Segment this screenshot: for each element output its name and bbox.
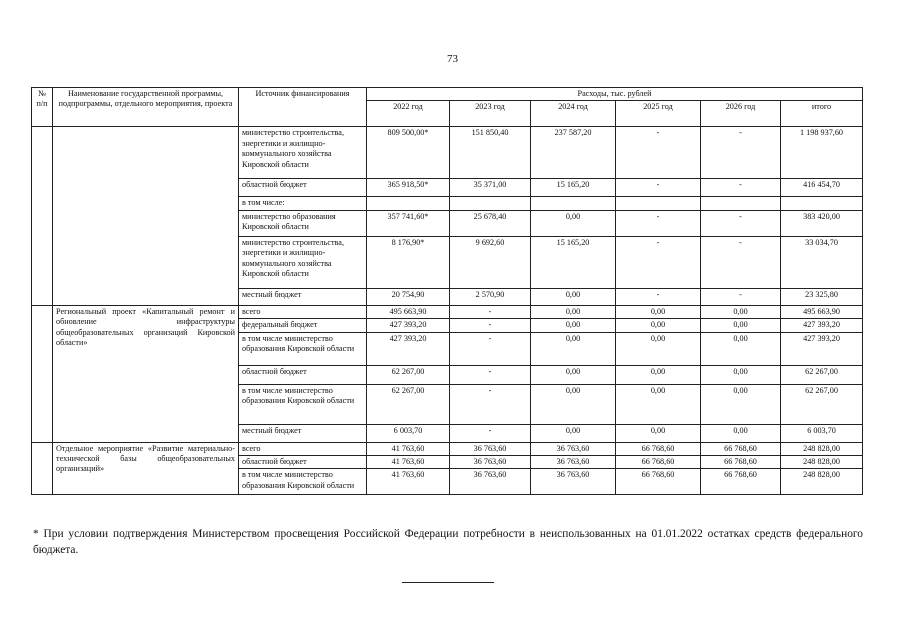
expense-value: 62 267,00	[367, 365, 450, 384]
header-source: Источник финансирования	[239, 88, 367, 127]
expense-value: 62 267,00	[781, 384, 863, 424]
table-body	[32, 127, 863, 495]
expense-value	[701, 197, 781, 210]
expense-value: 41 763,60	[367, 469, 450, 495]
funding-source: министерство строительства, энергетики и жилищно-коммунального хозяйства Кировской области	[239, 236, 367, 288]
footnote: * При условии подтверждения Министерством просвещения Российской Федерации потребности в неиспользованных на 01.01.2022 остатках средств федерального бюджета.	[33, 528, 863, 556]
row-number	[32, 305, 53, 442]
program-name: Отдельное мероприятие «Развитие материально-технической базы общеобразовательных организаций»	[53, 442, 239, 495]
expense-value	[531, 197, 616, 210]
expense-value: 15 165,20	[531, 236, 616, 288]
table-row	[32, 442, 863, 455]
header-year: 2023 год	[450, 101, 531, 127]
expense-value: 36 763,60	[531, 456, 616, 469]
expense-value: 6 003,70	[367, 424, 450, 442]
expense-value: 151 850,40	[450, 127, 531, 179]
expense-value: 36 763,60	[531, 469, 616, 495]
expense-value: -	[450, 319, 531, 332]
financing-table	[31, 87, 863, 495]
expense-value: -	[450, 365, 531, 384]
expense-value: 427 393,20	[781, 332, 863, 365]
expense-value	[450, 197, 531, 210]
program-name	[53, 127, 239, 305]
expense-value: 66 768,60	[701, 456, 781, 469]
expense-value	[367, 197, 450, 210]
program-name: Региональный проект «Капитальный ремонт и обновление инфраструктуры общеобразовательных организаций Кировской области»	[53, 305, 239, 442]
expense-value: 33 034,70	[781, 236, 863, 288]
header-year: 2026 год	[701, 101, 781, 127]
expense-value: 0,00	[531, 305, 616, 318]
expense-value: 8 176,90*	[367, 236, 450, 288]
expense-value: 0,00	[701, 332, 781, 365]
expense-value: 66 768,60	[701, 469, 781, 495]
header-year: 2025 год	[616, 101, 701, 127]
page-number: 73	[447, 53, 458, 65]
expense-value	[616, 197, 701, 210]
expense-value: 66 768,60	[616, 469, 701, 495]
expense-value: 0,00	[701, 319, 781, 332]
expense-value: 0,00	[616, 319, 701, 332]
header-num: № п/п	[32, 88, 53, 127]
expense-value: 36 763,60	[531, 442, 616, 455]
expense-value: 248 828,00	[781, 469, 863, 495]
expense-value: 0,00	[616, 365, 701, 384]
expense-value: 416 454,70	[781, 179, 863, 197]
expense-value	[781, 197, 863, 210]
expense-value: -	[701, 127, 781, 179]
funding-source: в том числе министерство образования Кировской области	[239, 469, 367, 495]
table-row	[32, 127, 863, 179]
expense-value: 1 198 937,60	[781, 127, 863, 179]
expense-value: 809 500,00*	[367, 127, 450, 179]
expense-value: 62 267,00	[781, 365, 863, 384]
expense-value: 365 918,50*	[367, 179, 450, 197]
header-expenses: Расходы, тыс. рублей	[367, 88, 863, 101]
funding-source: всего	[239, 442, 367, 455]
expense-value: 41 763,60	[367, 442, 450, 455]
expense-value: 15 165,20	[531, 179, 616, 197]
expense-value: -	[450, 305, 531, 318]
expense-value: 0,00	[616, 384, 701, 424]
expense-value: -	[616, 179, 701, 197]
expense-value: 35 371,00	[450, 179, 531, 197]
expense-value: -	[450, 332, 531, 365]
funding-source: министерство строительства, энергетики и жилищно-коммунального хозяйства Кировской области	[239, 127, 367, 179]
expense-value: 66 768,60	[701, 442, 781, 455]
expense-value: 0,00	[531, 288, 616, 305]
expense-value: 383 420,00	[781, 210, 863, 236]
expense-value: -	[616, 210, 701, 236]
expense-value: 248 828,00	[781, 456, 863, 469]
funding-source: в том числе министерство образования Кировской области	[239, 384, 367, 424]
expense-value: 248 828,00	[781, 442, 863, 455]
expense-value: -	[616, 236, 701, 288]
header-name: Наименование государственной программы, подпрограммы, отдельного мероприятия, проекта	[53, 88, 239, 127]
expense-value: 0,00	[531, 384, 616, 424]
expense-value: 427 393,20	[367, 319, 450, 332]
funding-source: в том числе министерство образования Кировской области	[239, 332, 367, 365]
expense-value: 66 768,60	[616, 442, 701, 455]
expense-value: 427 393,20	[781, 319, 863, 332]
funding-source: местный бюджет	[239, 424, 367, 442]
funding-source: федеральный бюджет	[239, 319, 367, 332]
funding-source: областной бюджет	[239, 365, 367, 384]
expense-value: 495 663,90	[367, 305, 450, 318]
expense-value: 9 692,60	[450, 236, 531, 288]
expense-value: 36 763,60	[450, 456, 531, 469]
expense-value: -	[701, 179, 781, 197]
expense-value: 0,00	[616, 332, 701, 365]
row-number	[32, 127, 53, 305]
expense-value: -	[616, 127, 701, 179]
header-year: 2024 год	[531, 101, 616, 127]
expense-value: 36 763,60	[450, 469, 531, 495]
expense-value: 357 741,60*	[367, 210, 450, 236]
expense-value: 0,00	[701, 365, 781, 384]
expense-value: 237 587,20	[531, 127, 616, 179]
table-header	[32, 88, 863, 127]
footnote-rule	[402, 582, 494, 583]
expense-value: 0,00	[701, 424, 781, 442]
expense-value: -	[701, 236, 781, 288]
expense-value: 495 663,90	[781, 305, 863, 318]
expense-value: -	[616, 288, 701, 305]
header-year: итого	[781, 101, 863, 127]
expense-value: 0,00	[531, 210, 616, 236]
row-number	[32, 442, 53, 495]
expense-value: -	[701, 210, 781, 236]
funding-source: местный бюджет	[239, 288, 367, 305]
expense-value: 2 570,90	[450, 288, 531, 305]
funding-source: в том числе:	[239, 197, 367, 210]
expense-value: -	[450, 384, 531, 424]
expense-value: 25 678,40	[450, 210, 531, 236]
table-row	[32, 305, 863, 318]
expense-value: 0,00	[531, 319, 616, 332]
expense-value: 427 393,20	[367, 332, 450, 365]
expense-value: 0,00	[531, 365, 616, 384]
funding-source: всего	[239, 305, 367, 318]
funding-source: областной бюджет	[239, 456, 367, 469]
funding-source: министерство образования Кировской области	[239, 210, 367, 236]
expense-value: 36 763,60	[450, 442, 531, 455]
expense-value: 62 267,00	[367, 384, 450, 424]
expense-value: 0,00	[531, 424, 616, 442]
expense-value: 6 003,70	[781, 424, 863, 442]
expense-value: 0,00	[616, 305, 701, 318]
expense-value: 41 763,60	[367, 456, 450, 469]
expense-value: -	[701, 288, 781, 305]
funding-source: областной бюджет	[239, 179, 367, 197]
header-year: 2022 год	[367, 101, 450, 127]
expense-value: 66 768,60	[616, 456, 701, 469]
expense-value: 0,00	[701, 384, 781, 424]
expense-value: 0,00	[701, 305, 781, 318]
expense-value: -	[450, 424, 531, 442]
expense-value: 0,00	[616, 424, 701, 442]
expense-value: 20 754,90	[367, 288, 450, 305]
expense-value: 23 325,80	[781, 288, 863, 305]
expense-value: 0,00	[531, 332, 616, 365]
